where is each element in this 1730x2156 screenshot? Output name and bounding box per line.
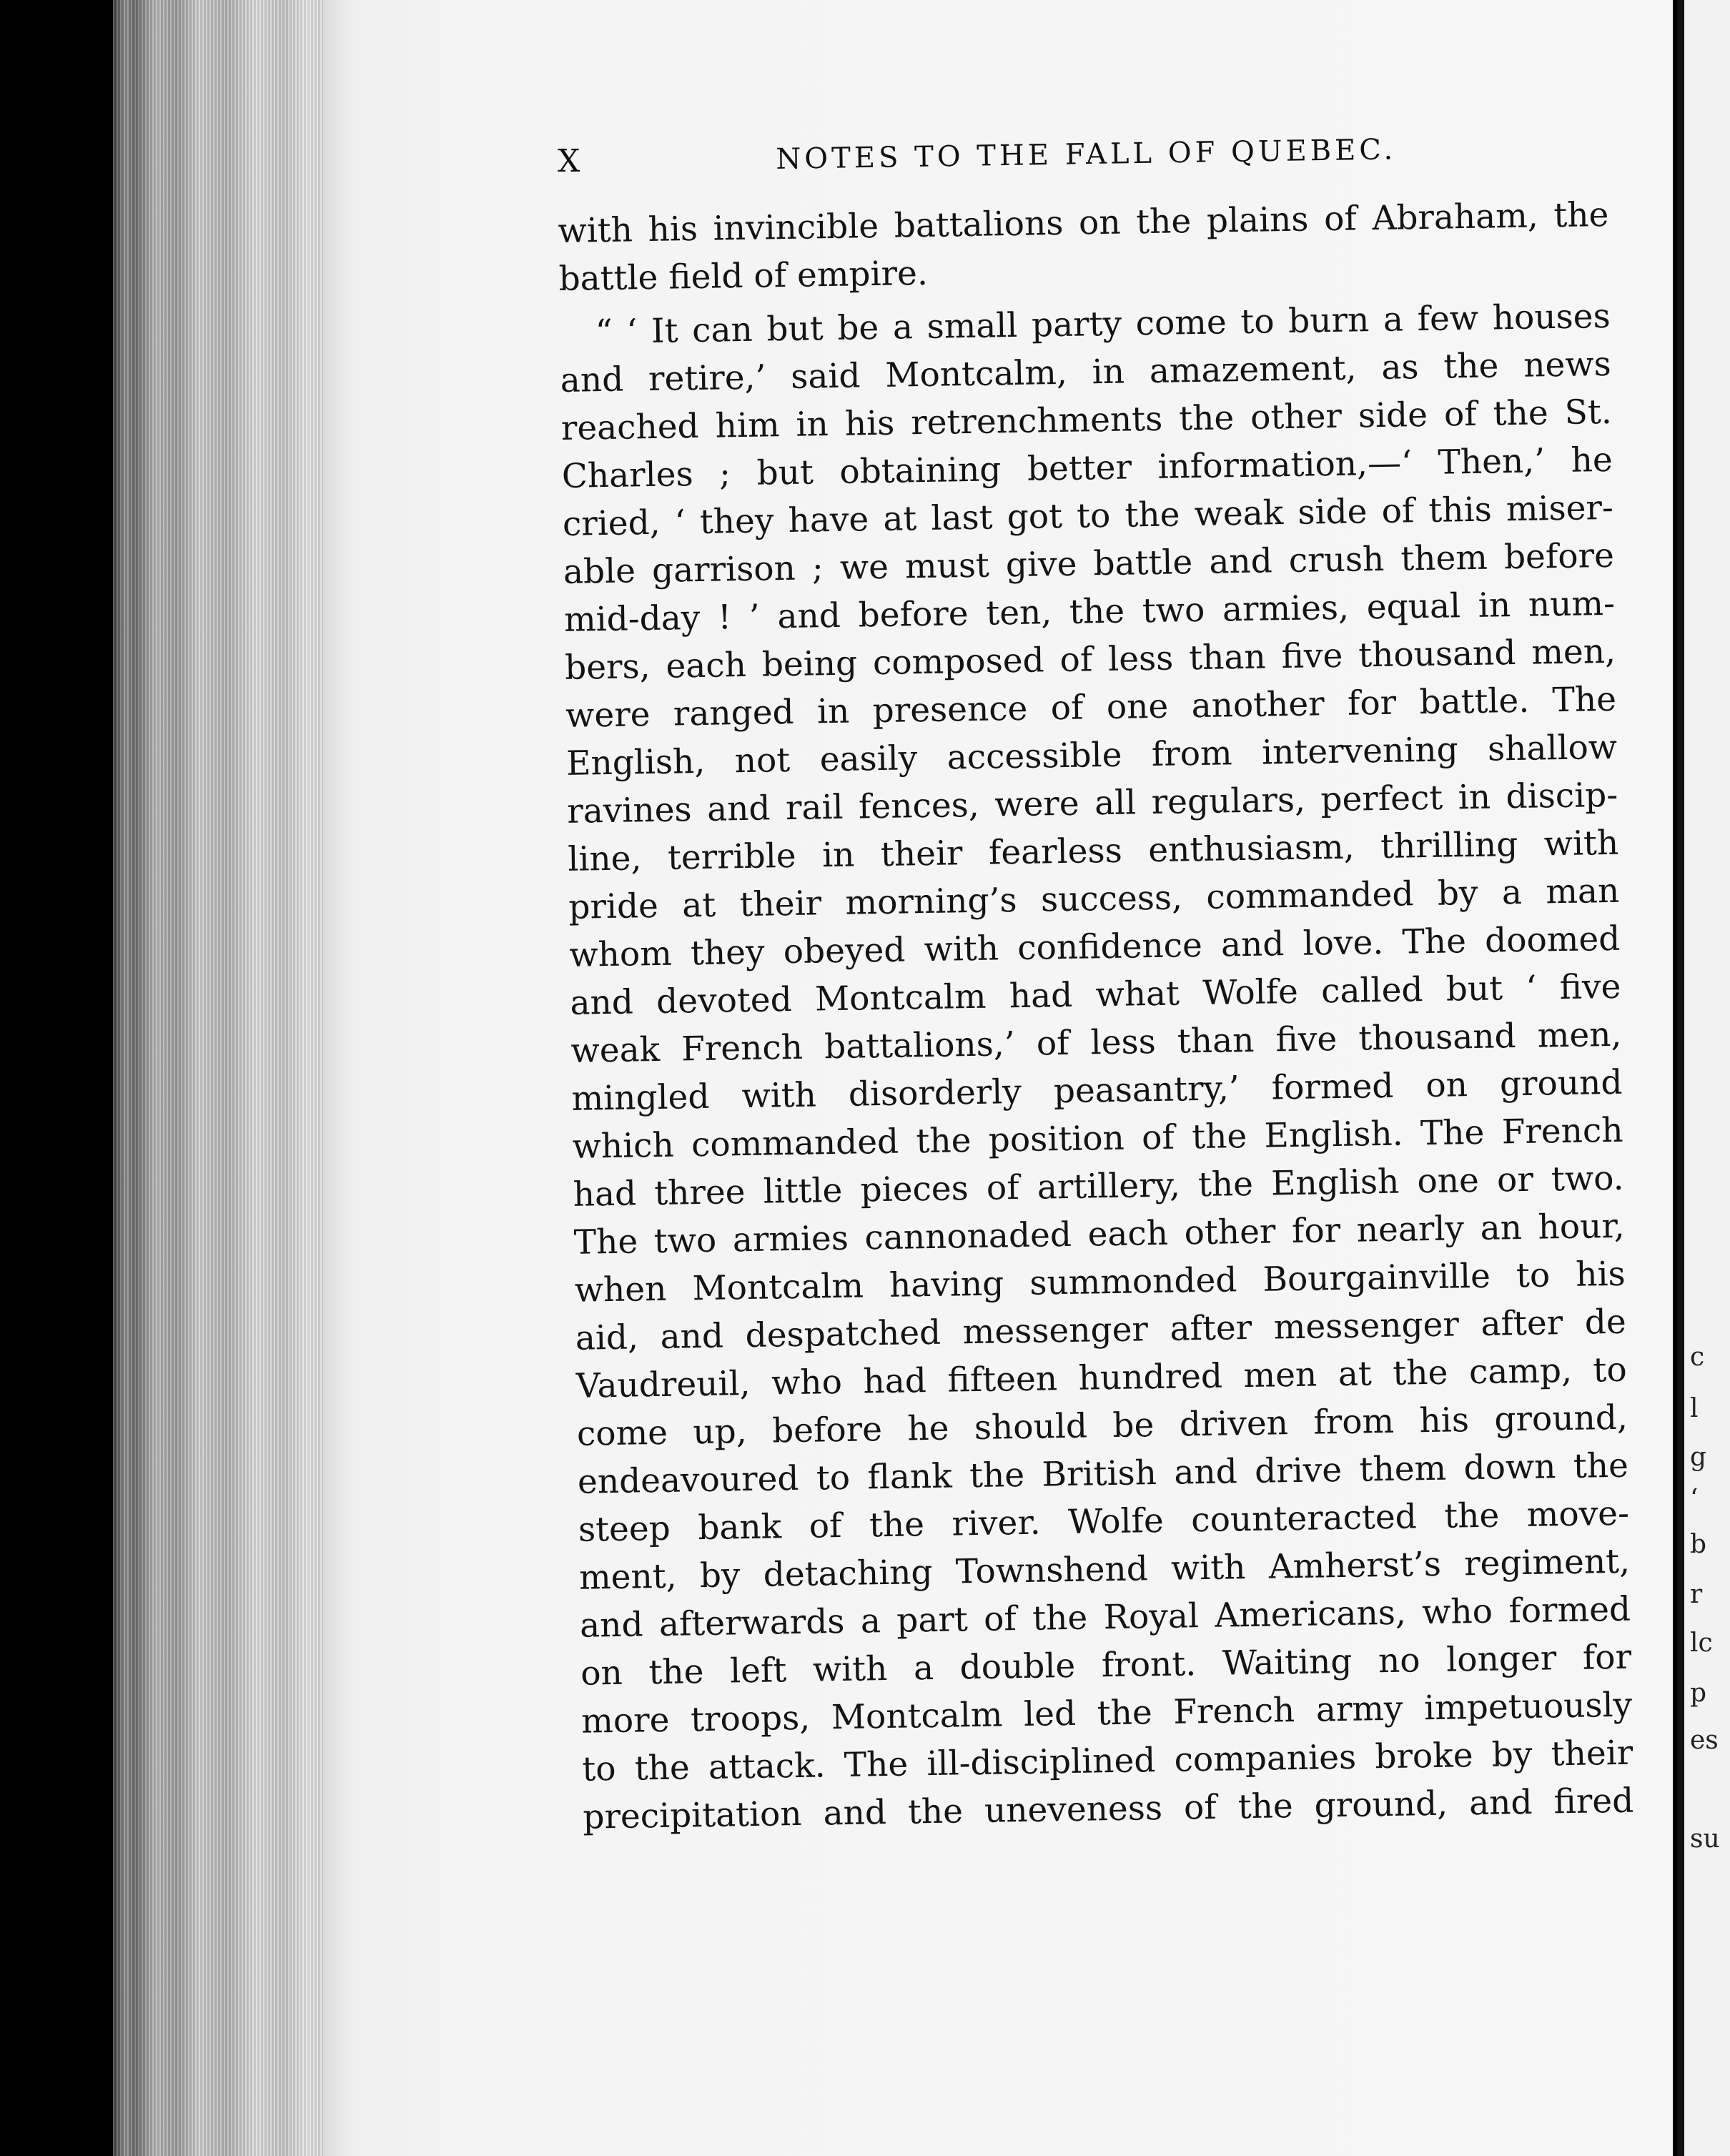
text-line: Vaudreuil, who had fifteen hundred men at the camp, to [575, 1350, 1628, 1406]
text-line: on the left with a double front. Waiting no longer for [580, 1637, 1632, 1693]
facing-page-sliver [1677, 0, 1730, 2156]
text-line: pride at their morning’s success, commanded by a man [568, 871, 1620, 927]
text-line: steep bank of the river. Wolfe counteracted the move- [578, 1493, 1630, 1550]
text-line: precipitation and the uneveness of the ground, and fired [582, 1781, 1634, 1837]
running-head-title: NOTES TO THE FALL OF QUEBEC. [776, 133, 1397, 176]
text-line: come up, before he should be driven from his ground, [576, 1398, 1628, 1454]
text-line: mingled with disorderly peasantry,’ formed on ground [571, 1062, 1623, 1119]
text-line: line, terrible in their fearless enthusiasm, thrilling with [567, 823, 1619, 879]
text-line: aid, and despatched messenger after messenger after de [575, 1302, 1627, 1358]
text-line: able garrison ; we must give battle and crush them before [563, 535, 1615, 592]
paragraph [558, 191, 1610, 303]
paragraph [559, 292, 1633, 1841]
text-line: endeavoured to flank the British and drive them down the [577, 1445, 1629, 1502]
text-line: English, not easily accessible from intervening shallow [565, 727, 1618, 783]
text-line: had three little pieces of artillery, the English one or two. [573, 1158, 1624, 1215]
facing-page-fragment: g [1690, 1443, 1707, 1472]
body-text [558, 191, 1634, 1841]
text-line: with his invincible battalions on the plains of Abraham, the [558, 194, 1609, 251]
facing-page-fragment: p [1690, 1678, 1707, 1708]
facing-page-fragment: su [1690, 1824, 1720, 1854]
text-line: Charles ; but obtaining better information,—‘ Then,’ he [561, 440, 1613, 496]
text-line: whom they obeyed with confidence and love. The doomed [569, 919, 1621, 975]
page-number: X [558, 143, 580, 179]
text-line: mid-day ! ’ and before ten, the two armies, equal in num- [563, 583, 1616, 640]
text-line: and devoted Montcalm had what Wolfe called but ‘ five [570, 966, 1621, 1023]
text-line: and afterwards a part of the Royal Americans, who formed [579, 1589, 1631, 1646]
text-line: ravines and rail fences, were all regulars, perfect in discip- [566, 775, 1618, 831]
text-line: weak French battalions,’ of less than five thousand men, [570, 1014, 1622, 1071]
text-line: The two armies cannonaded each other for nearly an hour, [573, 1206, 1626, 1262]
facing-page-fragment: l [1690, 1394, 1699, 1423]
facing-page-fragment: ‘ [1690, 1484, 1699, 1513]
book-page-edges [113, 0, 327, 2156]
text-line: “ ‘ It can but be a small party come to burn a few houses [595, 296, 1611, 352]
text-line: and retire,’ said Montcalm, in amazement, as the news [560, 344, 1612, 400]
text-line: were ranged in presence of one another for battle. The [565, 679, 1617, 736]
text-line: reached him in his retrenchments the other side of the St. [560, 392, 1613, 448]
text-line: more troops, Montcalm led the French army impetuously [580, 1685, 1633, 1741]
facing-page-fragment: lc [1690, 1628, 1713, 1658]
text-line: cried, ‘ they have at last got to the weak side of this miser- [562, 488, 1614, 544]
text-line: battle field of empire. [558, 253, 929, 299]
facing-page-fragment: r [1690, 1580, 1703, 1609]
text-line: which commanded the position of the English. The French [572, 1110, 1623, 1167]
facing-page-fragment: es [1690, 1726, 1719, 1755]
text-line: to the attack. The ill-disciplined companies broke by their [581, 1733, 1633, 1789]
facing-page-fragment: b [1690, 1530, 1707, 1559]
facing-page-fragment: c [1690, 1342, 1705, 1372]
text-line: ment, by detaching Townshend with Amherst’s regiment, [578, 1541, 1631, 1598]
text-line: bers, each being composed of less than five thousand men, [564, 631, 1616, 688]
text-line: when Montcalm having summonded Bourgainville to his [574, 1254, 1626, 1310]
